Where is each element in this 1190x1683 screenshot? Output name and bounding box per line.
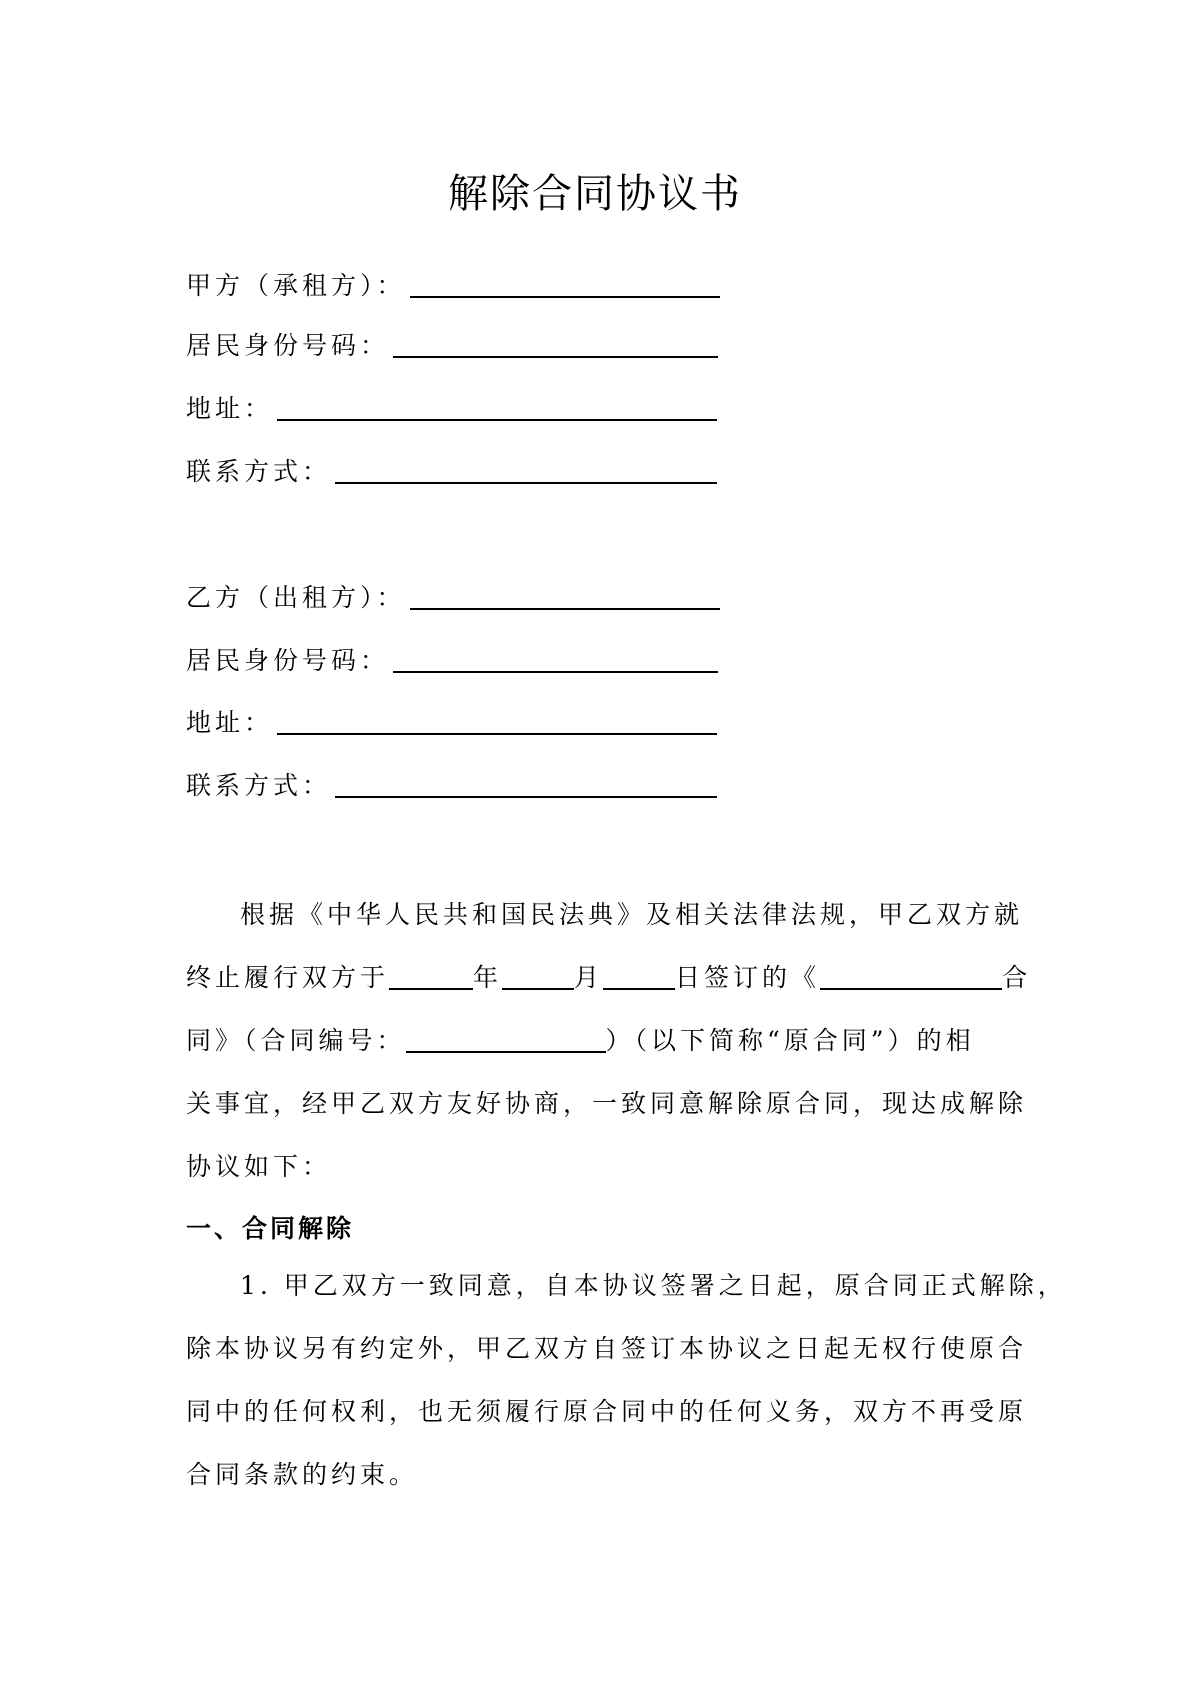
- preamble-line-4: 关事宜，经甲乙双方友好协商，一致同意解除原合同，现达成解除: [186, 1089, 1028, 1118]
- party-b-contact-blank[interactable]: [335, 770, 717, 798]
- party-b-address-row: [186, 703, 717, 743]
- month-label: 月: [574, 963, 604, 992]
- clause-1-line-4: 合同条款的约束。: [186, 1460, 419, 1489]
- party-b-name-label: 乙方（出租方）：: [186, 583, 406, 612]
- party-a-name-blank[interactable]: [410, 270, 720, 298]
- party-b-id-row: [186, 641, 718, 681]
- party-b-address-label: 地址：: [186, 708, 274, 737]
- party-a-id-blank[interactable]: [393, 330, 718, 358]
- contract-number-blank[interactable]: [406, 1025, 606, 1053]
- party-a-contact-row: [186, 452, 717, 492]
- section-1-heading: 一、合同解除: [186, 1214, 355, 1243]
- party-b-address-blank[interactable]: [277, 707, 717, 735]
- party-a-id-label: 居民身份号码：: [186, 331, 390, 360]
- preamble-line-3: [186, 1009, 1026, 1072]
- party-b-name-row: [186, 578, 720, 618]
- party-a-contact-label: 联系方式：: [186, 457, 332, 486]
- party-a-contact-blank[interactable]: [335, 456, 717, 484]
- party-a-address-label: 地址：: [186, 394, 274, 423]
- contract-name-blank[interactable]: [820, 962, 1002, 990]
- party-b-id-label: 居民身份号码：: [186, 646, 390, 675]
- sign-year-blank[interactable]: [389, 962, 473, 990]
- party-a-address-row: [186, 389, 717, 429]
- sign-day-blank[interactable]: [603, 962, 675, 990]
- sign-month-blank[interactable]: [502, 962, 574, 990]
- section-1-clause-1: [186, 1254, 1067, 1506]
- document-title: 解除合同协议书: [448, 171, 742, 217]
- preamble-text: ）（以下简称“原合同”）的相: [605, 1026, 975, 1055]
- preamble-line-1: 根据《中华人民共和国民法典》及相关法律法规，甲乙双方就: [240, 900, 1024, 929]
- clause-1-line-1: 1. 甲乙双方一致同意，自本协议签署之日起，原合同正式解除，: [240, 1271, 1067, 1300]
- party-b-id-blank[interactable]: [393, 645, 718, 673]
- party-a-address-blank[interactable]: [277, 393, 717, 421]
- preamble-text: 终止履行双方于: [186, 963, 390, 992]
- party-a-id-row: [186, 326, 718, 366]
- party-b-contact-label: 联系方式：: [186, 771, 332, 800]
- party-a-name-row: [186, 266, 720, 306]
- day-label: 日签订的《: [675, 963, 821, 992]
- clause-1-line-2: 除本协议另有约定外，甲乙双方自签订本协议之日起无权行使原合: [186, 1334, 1028, 1363]
- party-a-name-label: 甲方（承租方）：: [186, 271, 406, 300]
- preamble-text: 同》（合同编号：: [186, 1026, 406, 1055]
- preamble-line-2: [186, 946, 1032, 1009]
- preamble-text: 合: [1002, 963, 1032, 992]
- year-label: 年: [473, 963, 503, 992]
- clause-1-line-3: 同中的任何权利，也无须履行原合同中的任何义务，双方不再受原: [186, 1397, 1028, 1426]
- party-b-name-blank[interactable]: [410, 582, 720, 610]
- party-b-contact-row: [186, 766, 717, 806]
- preamble-paragraph: [186, 883, 1032, 1198]
- preamble-line-5: 协议如下：: [186, 1152, 332, 1181]
